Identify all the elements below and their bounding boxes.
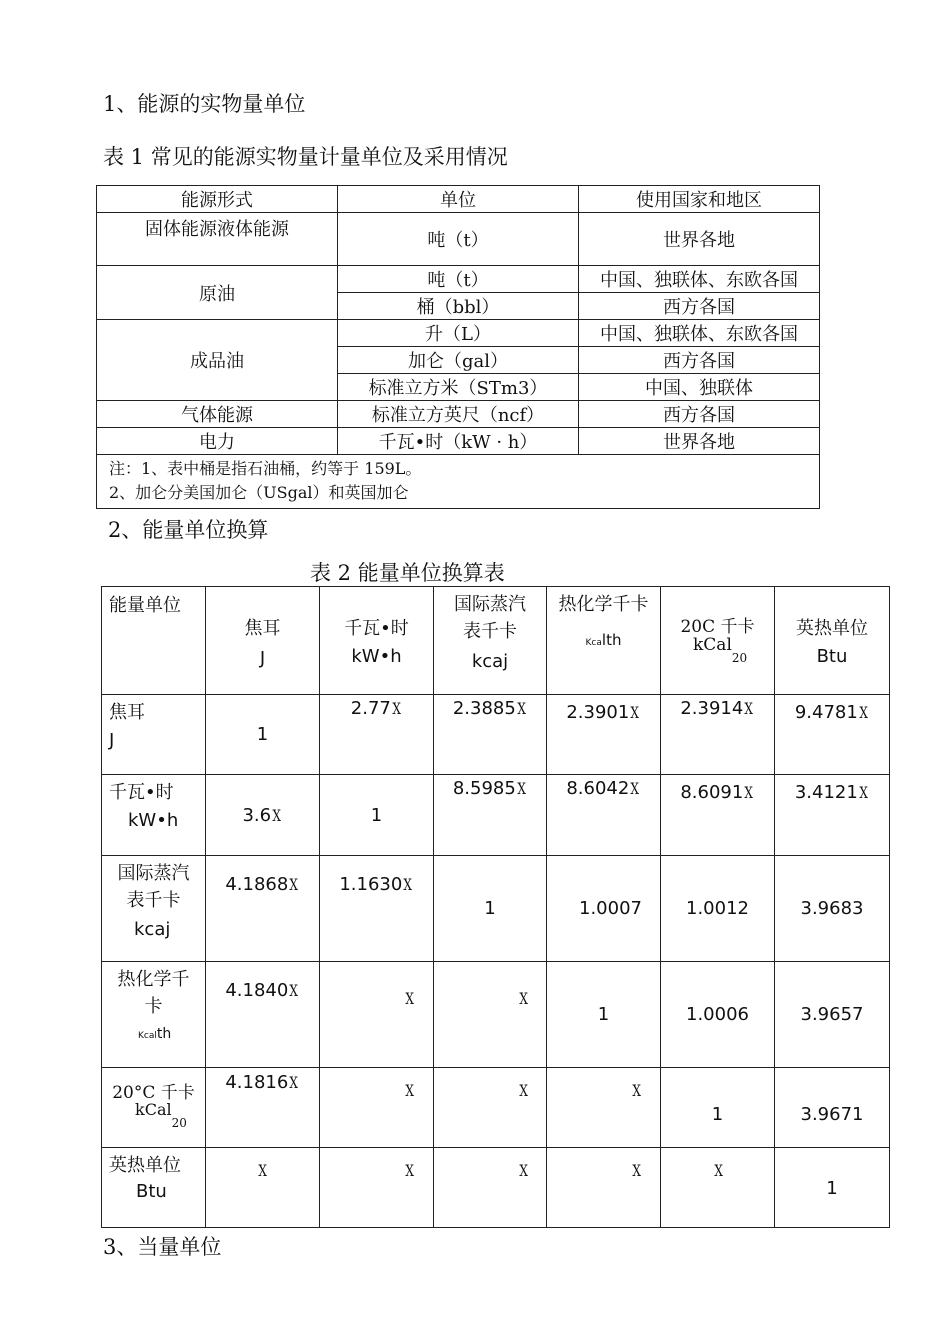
value-text: 8.6042 — [566, 778, 630, 799]
value-text: 3.6 — [242, 805, 272, 826]
value-cell — [206, 962, 320, 1068]
value-cell — [775, 695, 890, 775]
col-header-kcalth — [547, 587, 661, 695]
value-cell — [434, 1068, 547, 1148]
x-mark: X — [405, 1161, 414, 1180]
region-cell: 西方各国 — [579, 347, 820, 374]
x-mark: X — [258, 1161, 267, 1180]
value-text: 4.1840 — [225, 980, 289, 1001]
x-mark: X — [403, 875, 413, 894]
energy-form-cell: 成品油 — [97, 320, 338, 401]
table-row — [102, 775, 890, 856]
note-line-1: 注：1、表中桶是指石油桶，约等于 159L。 — [109, 459, 422, 478]
note-line-2: 2、加仑分美国加仑（USgal）和英国加仑 — [109, 483, 409, 502]
row-header-cn: 表千卡 — [126, 890, 181, 911]
energy-form-cell: 固体能源液体能源 — [97, 213, 338, 266]
value-cell — [434, 1148, 547, 1228]
value-cell — [775, 775, 890, 856]
x-mark: X — [517, 779, 526, 798]
value-cell — [661, 695, 775, 775]
row-header-sym-small: Kcal — [138, 1031, 157, 1041]
value-text: 8.5985 — [452, 778, 516, 799]
x-mark: X — [519, 1081, 528, 1100]
row-header-btu — [102, 1148, 206, 1228]
table-1-note-row — [97, 455, 820, 509]
row-header-sym: th — [156, 1026, 172, 1042]
row-header-sym: J — [109, 730, 115, 751]
x-mark: X — [519, 1161, 528, 1180]
row-header-kcaj — [102, 856, 206, 962]
col-header-joule — [206, 587, 320, 695]
value-cell — [775, 962, 890, 1068]
value-cell — [320, 856, 434, 962]
value-cell — [206, 1068, 320, 1148]
value-cell — [206, 695, 320, 775]
row-header-sym: kcaj — [134, 919, 171, 940]
table-1-header-cell: 单位 — [338, 186, 579, 213]
x-mark: X — [405, 989, 414, 1008]
value-cell — [547, 856, 661, 962]
row-header-cn: 热化学千 — [117, 969, 190, 990]
x-mark: X — [632, 1081, 641, 1100]
x-mark: X — [519, 989, 528, 1008]
x-mark: X — [632, 1161, 641, 1180]
value-cell — [661, 962, 775, 1068]
row-header-cn: 英热单位 — [109, 1155, 181, 1176]
table-1-header-row — [97, 186, 820, 213]
energy-form-cell: 电力 — [97, 428, 338, 455]
table-1-note — [97, 455, 820, 509]
x-mark: X — [392, 699, 401, 718]
table-row — [102, 856, 890, 962]
row-header-kcal20 — [102, 1068, 206, 1148]
table-1-row — [97, 401, 820, 428]
corner-label: 能量单位 — [109, 595, 181, 616]
row-header-sym: kCal — [135, 1100, 172, 1119]
x-mark: X — [859, 703, 868, 722]
table-1-row — [97, 213, 820, 266]
value-text: 2.77 — [350, 698, 391, 719]
row-header-cn: 20°C 千卡 — [112, 1083, 195, 1103]
row-header-cn: 千瓦•时 — [109, 782, 174, 803]
x-mark: X — [744, 699, 754, 718]
table-1-header-cell: 能源形式 — [97, 186, 338, 213]
value-cell — [661, 775, 775, 856]
region-cell: 中国、独联体、东欧各国 — [579, 266, 820, 293]
value-cell — [775, 856, 890, 962]
value-text: 8.6091 — [680, 782, 744, 803]
table-2-header-row — [102, 587, 890, 695]
table-row — [102, 1148, 890, 1228]
value-cell — [206, 1148, 320, 1228]
value-text: 4.1816 — [225, 1072, 289, 1093]
table-1-header-cell: 使用国家和地区 — [579, 186, 820, 213]
value-text: 2.3901 — [566, 702, 630, 723]
x-mark: X — [517, 699, 526, 718]
value-text: 1.1630 — [339, 874, 403, 895]
value-text: 3.9683 — [800, 898, 864, 919]
col-header-sym: Btu — [816, 646, 848, 667]
value-cell — [547, 1148, 661, 1228]
value-text: 1 — [597, 1004, 610, 1025]
value-cell — [547, 695, 661, 775]
value-text: 1 — [711, 1104, 724, 1125]
unit-cell: 标准立方米（STm3） — [338, 374, 579, 401]
row-header-sym: Btu — [136, 1181, 167, 1202]
x-mark: X — [405, 1081, 414, 1100]
unit-cell: 千瓦•时（kW · h） — [338, 428, 579, 455]
value-text: 3.9657 — [800, 1004, 864, 1025]
value-cell — [661, 1148, 775, 1228]
section-3-heading: 3、当量单位 — [103, 1235, 222, 1259]
value-cell — [320, 962, 434, 1068]
table-row — [102, 962, 890, 1068]
x-mark: X — [630, 703, 640, 722]
col-header-cn: 20C 千卡 — [680, 617, 755, 637]
value-cell — [434, 775, 547, 856]
value-text: 1.0006 — [686, 1004, 749, 1025]
region-cell: 中国、独联体、东欧各国 — [579, 320, 820, 347]
row-header-cn: 国际蒸汽 — [117, 863, 190, 884]
row-header-sub: 20 — [171, 1116, 187, 1130]
row-header-joule — [102, 695, 206, 775]
table-1 — [96, 185, 820, 509]
col-header-sym: J — [259, 648, 266, 669]
row-header-kwh — [102, 775, 206, 856]
value-text: 3.4121 — [794, 782, 858, 803]
value-cell — [661, 856, 775, 962]
x-mark: X — [272, 806, 282, 825]
value-cell — [547, 775, 661, 856]
unit-cell: 标准立方英尺（ncf） — [338, 401, 579, 428]
col-header-sym-small: Kca — [585, 638, 602, 648]
table-2 — [101, 586, 890, 1228]
col-header-kwh — [320, 587, 434, 695]
value-text: 3.9671 — [800, 1104, 864, 1125]
value-text: 1 — [484, 898, 496, 919]
energy-form-cell: 原油 — [97, 266, 338, 320]
energy-form-cell: 气体能源 — [97, 401, 338, 428]
row-header-sym: kW•h — [128, 810, 179, 831]
col-header-cn: 热化学千卡 — [558, 594, 649, 615]
region-cell: 世界各地 — [579, 213, 820, 266]
value-text: 1 — [826, 1178, 838, 1199]
value-cell — [547, 962, 661, 1068]
value-cell — [434, 962, 547, 1068]
row-header-kcalth — [102, 962, 206, 1068]
col-header-btu — [775, 587, 890, 695]
col-header-cn: 千瓦•时 — [344, 618, 409, 639]
table-1-title: 表 1 常见的能源实物量计量单位及采用情况 — [103, 145, 508, 169]
value-text: 1 — [370, 805, 383, 826]
x-mark: X — [289, 981, 299, 1000]
unit-cell: 桶（bbl） — [338, 293, 579, 320]
value-text: 4.1868 — [225, 874, 289, 895]
corner-cell — [102, 587, 206, 695]
value-cell — [320, 695, 434, 775]
col-header-sym: kCal — [693, 635, 732, 655]
col-header-sym: lth — [601, 631, 622, 649]
region-cell: 世界各地 — [579, 428, 820, 455]
unit-cell: 吨（t） — [338, 213, 579, 266]
x-mark: X — [859, 783, 868, 802]
value-text: 1.0007 — [579, 898, 642, 919]
col-header-cn: 国际蒸汽 — [454, 594, 526, 615]
col-header-cn: 焦耳 — [244, 618, 281, 639]
row-header-cn: 卡 — [144, 996, 163, 1017]
unit-cell: 升（L） — [338, 320, 579, 347]
value-text: 1.0012 — [686, 898, 749, 919]
value-text: 2.3885 — [452, 698, 516, 719]
region-cell: 西方各国 — [579, 293, 820, 320]
x-mark: X — [289, 1073, 299, 1092]
col-header-kcal20 — [661, 587, 775, 695]
row-header-cn: 焦耳 — [109, 702, 145, 723]
x-mark: X — [289, 875, 299, 894]
region-cell: 西方各国 — [579, 401, 820, 428]
value-cell — [320, 775, 434, 856]
unit-cell: 加仑（gal） — [338, 347, 579, 374]
section-1-heading: 1、能源的实物量单位 — [103, 92, 306, 116]
col-header-sub: 20 — [731, 651, 748, 665]
value-cell — [434, 695, 547, 775]
value-cell — [661, 1068, 775, 1148]
value-text: 9.4781 — [794, 702, 858, 723]
table-1-row — [97, 428, 820, 455]
x-mark: X — [630, 779, 640, 798]
x-mark: X — [744, 783, 754, 802]
table-row — [102, 1068, 890, 1148]
col-header-kcaj — [434, 587, 547, 695]
value-cell — [547, 1068, 661, 1148]
table-1-row — [97, 320, 820, 347]
col-header-cn: 英热单位 — [796, 618, 868, 639]
value-cell — [775, 1068, 890, 1148]
value-cell — [320, 1148, 434, 1228]
value-cell — [434, 856, 547, 962]
value-text: 2.3914 — [680, 698, 744, 719]
col-header-cn: 表千卡 — [463, 621, 517, 642]
x-mark: X — [714, 1161, 723, 1180]
table-1-row — [97, 266, 820, 293]
col-header-sym: kcaj — [471, 651, 509, 672]
table-2-title: 表 2 能量单位换算表 — [310, 561, 505, 585]
value-cell — [320, 1068, 434, 1148]
value-cell — [775, 1148, 890, 1228]
table-row — [102, 695, 890, 775]
value-cell — [206, 775, 320, 856]
value-cell — [206, 856, 320, 962]
region-cell: 中国、独联体 — [579, 374, 820, 401]
unit-cell: 吨（t） — [338, 266, 579, 293]
section-2-heading: 2、能量单位换算 — [108, 518, 269, 542]
col-header-sym: kW•h — [351, 646, 402, 667]
value-text: 1 — [256, 724, 269, 745]
